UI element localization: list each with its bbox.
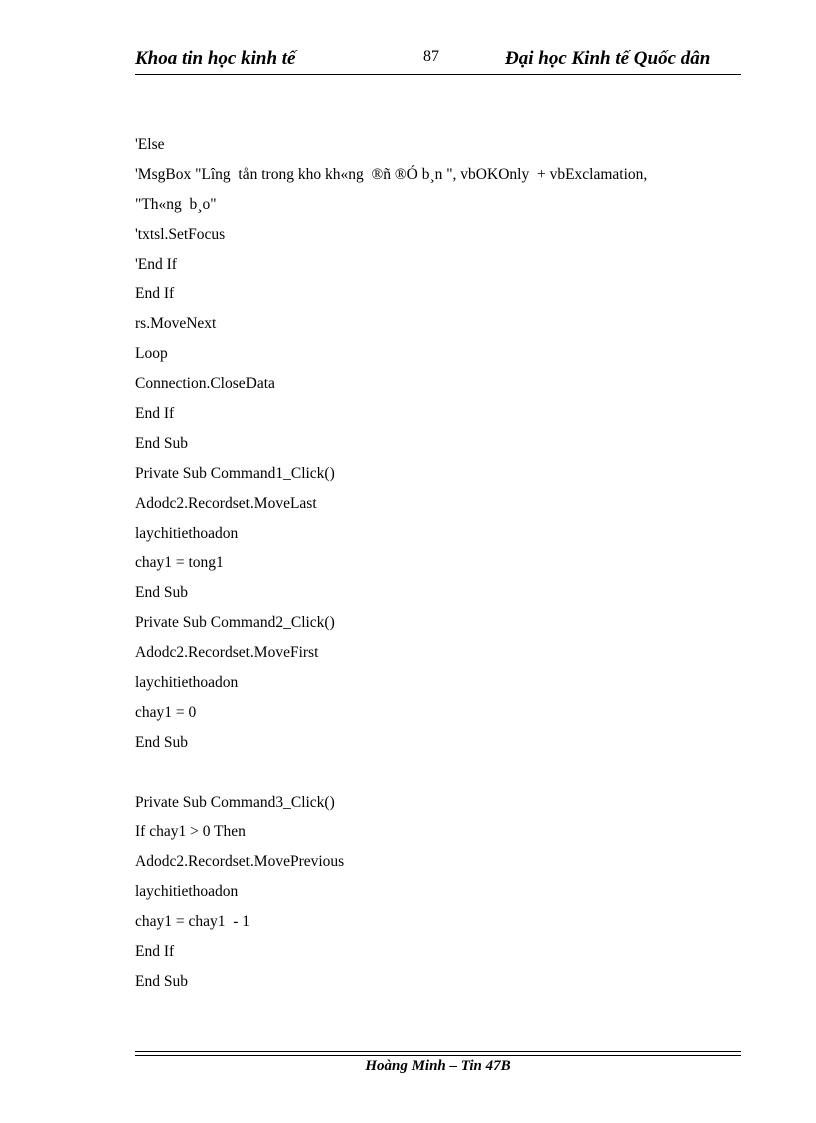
code-line: Private Sub Command1_Click()	[135, 464, 335, 482]
code-line: 'txtsl.SetFocus	[135, 225, 226, 243]
code-line: Adodc2.Recordset.MovePrevious	[135, 853, 345, 871]
header-faculty: Khoa tin học kinh tế	[135, 48, 296, 69]
header-university: Đại học Kinh tế Quốc dân	[505, 48, 711, 69]
code-line	[135, 758, 745, 788]
footer-author: Hoàng Minh – Tin 47B	[365, 1058, 511, 1074]
code-line: Connection.CloseData	[135, 375, 275, 393]
code-listing	[135, 130, 745, 997]
code-line: End If	[135, 943, 175, 961]
code-line: Adodc2.Recordset.MoveFirst	[135, 644, 319, 662]
code-line: laychitiethoadon	[135, 883, 239, 901]
code-line: Adodc2.Recordset.MoveLast	[135, 494, 317, 512]
code-line: Private Sub Command2_Click()	[135, 614, 335, 632]
code-line: "Th«ng b¸o"	[135, 195, 217, 213]
code-line: 'MsgBox "Lîng tån trong kho kh«ng ®ñ ®Ó b¸n ", vbOKOnly + vbExclamation,	[135, 165, 648, 183]
code-line: chay1 = chay1 - 1	[135, 913, 251, 931]
code-line: End Sub	[135, 733, 188, 751]
code-line: Loop	[135, 345, 168, 363]
code-line: laychitiethoadon	[135, 524, 239, 542]
code-line: rs.MoveNext	[135, 315, 217, 333]
code-line: 'End If	[135, 255, 177, 273]
code-line: End If	[135, 405, 175, 423]
code-line: End Sub	[135, 584, 188, 602]
code-line: chay1 = tong1	[135, 554, 224, 572]
code-line: End Sub	[135, 434, 188, 452]
code-line: Private Sub Command3_Click()	[135, 793, 335, 811]
code-line: If chay1 > 0 Then	[135, 823, 246, 841]
code-line: laychitiethoadon	[135, 674, 239, 692]
code-line: chay1 = 0	[135, 703, 197, 721]
code-line: 'Else	[135, 136, 165, 153]
footer-rule	[135, 1051, 741, 1056]
page-header	[135, 46, 741, 75]
code-line: End Sub	[135, 972, 188, 990]
page-number: 87	[423, 48, 439, 65]
code-line: End If	[135, 285, 175, 303]
